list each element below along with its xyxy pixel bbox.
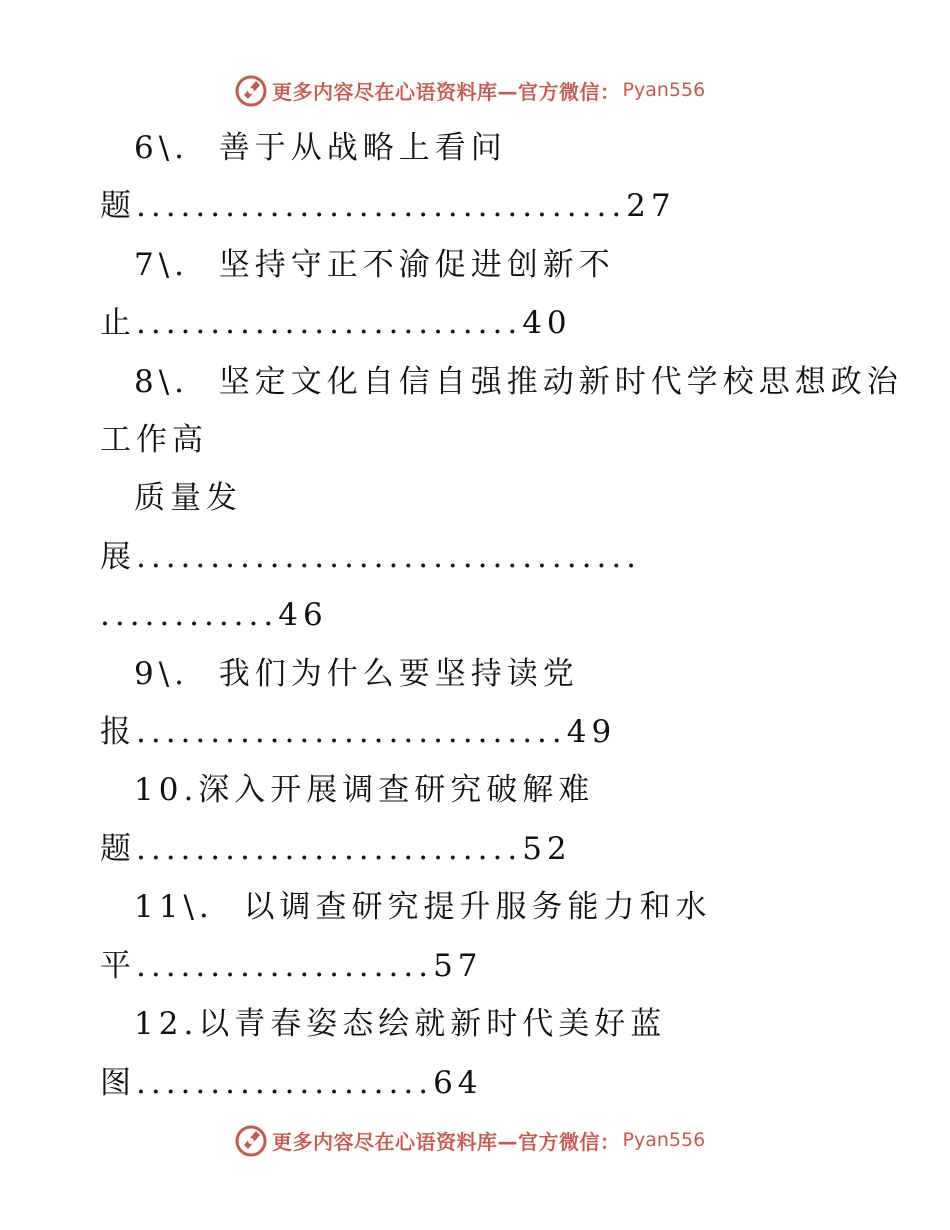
toc-entry-leader-11: 平....................57 bbox=[100, 948, 483, 984]
pen-nib-logo-icon bbox=[234, 1123, 268, 1157]
toc-entry-title-10: 10.深入开展调查研究破解难 bbox=[134, 772, 595, 808]
toc-entry-title-12: 12.以青春姿态绘就新时代美好蓝 bbox=[134, 1006, 667, 1042]
toc-entry-leader-6: 题.................................27 bbox=[100, 188, 676, 224]
header-watermark bbox=[234, 72, 734, 108]
toc-entry-leader-7: 止..........................40 bbox=[100, 305, 572, 341]
toc-entry-leader-10: 题..........................52 bbox=[100, 831, 572, 867]
toc-entry-leader-12: 图....................64 bbox=[100, 1065, 483, 1101]
toc-entry-leader-8-page: ............46 bbox=[100, 597, 328, 633]
toc-entry-leader-8: 展.................................. bbox=[100, 539, 642, 575]
watermark-wechat-id: Pyan556 bbox=[622, 79, 706, 101]
toc-entry-title-8-cont-1: 工作高 bbox=[100, 422, 208, 458]
toc-entry-title-8: 8\. 坚定文化自信自强推动新时代学校思想政治 bbox=[134, 364, 903, 400]
toc-entry-leader-9: 报.............................49 bbox=[100, 714, 617, 750]
watermark-text: 更多内容尽在心语资料库—官方微信： bbox=[272, 79, 621, 104]
toc-entry-title-9: 9\. 我们为什么要坚持读党 bbox=[134, 656, 579, 692]
toc-entry-title-8-cont-2: 质量发 bbox=[134, 480, 242, 516]
watermark-text: 更多内容尽在心语资料库—官方微信： bbox=[272, 1129, 621, 1154]
toc-entry-title-6: 6\. 善于从战略上看问 bbox=[134, 130, 507, 166]
footer-watermark bbox=[234, 1122, 734, 1158]
toc-entry-title-11: 11\. 以调查研究提升服务能力和水 bbox=[134, 889, 712, 925]
pen-nib-logo-icon bbox=[234, 73, 268, 107]
watermark-wechat-id: Pyan556 bbox=[622, 1129, 706, 1151]
toc-entry-title-7: 7\. 坚持守正不渝促进创新不 bbox=[134, 247, 615, 283]
